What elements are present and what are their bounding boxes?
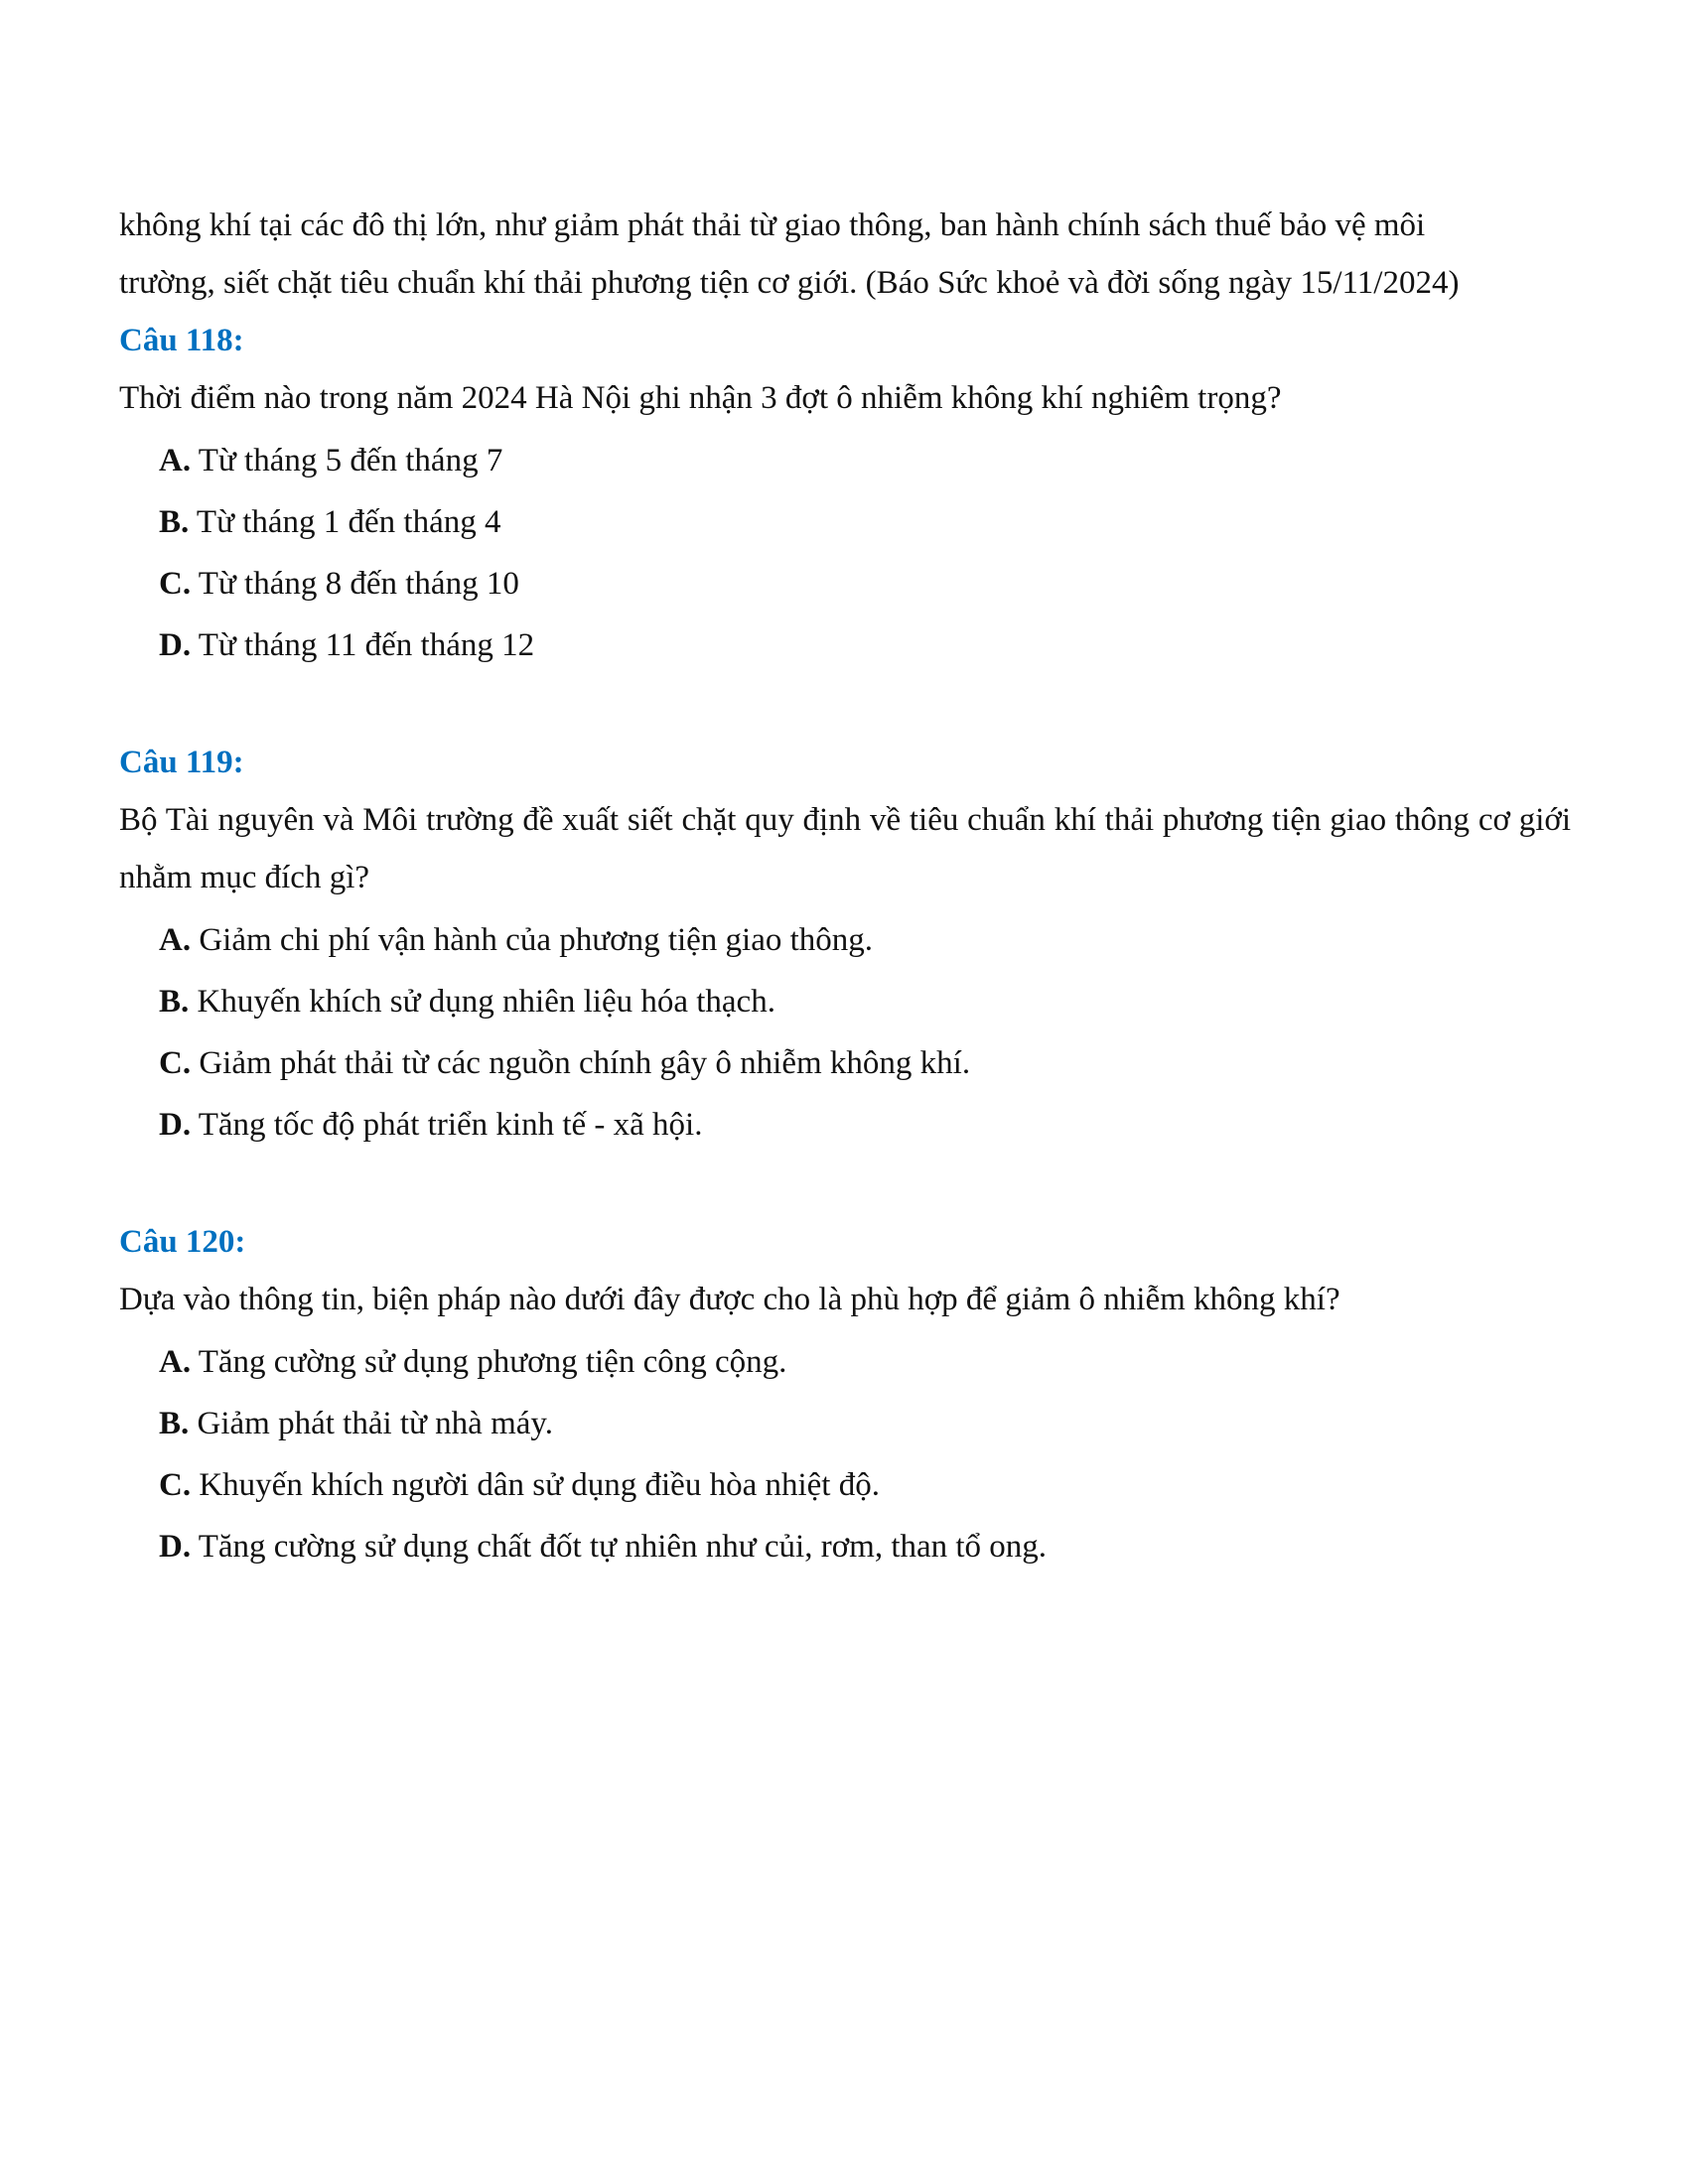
answer-option-c [159, 1032, 1571, 1094]
answer-options [159, 430, 1571, 676]
answer-option-c [159, 553, 1571, 614]
option-letter: C. [159, 566, 192, 602]
option-letter: D. [159, 1529, 192, 1565]
option-text: Tăng tốc độ phát triển kinh tế - xã hội. [191, 1107, 703, 1143]
option-letter: A. [159, 443, 192, 478]
answer-option-b [159, 971, 1571, 1032]
option-letter: A. [159, 1344, 192, 1380]
option-text: Từ tháng 1 đến tháng 4 [189, 504, 501, 540]
question-119 [119, 734, 1571, 1156]
answer-option-c [159, 1454, 1571, 1516]
question-118 [119, 312, 1571, 676]
option-text: Từ tháng 5 đến tháng 7 [191, 443, 503, 478]
answer-option-a [159, 430, 1571, 491]
option-letter: A. [159, 922, 192, 958]
intro-line-2: trường, siết chặt tiêu chuẩn khí thải phương tiện cơ giới. (Báo Sức khoẻ và đời sống ngày 15/11/2024) [119, 265, 1460, 301]
question-title: Câu 118: [119, 323, 244, 358]
option-letter: C. [159, 1045, 192, 1081]
option-text: Tăng cường sử dụng phương tiện công cộng. [191, 1344, 787, 1380]
question-text: Bộ Tài nguyên và Môi trường đề xuất siết chặt quy định về tiêu chuẩn khí thải phương tiện giao thông cơ giới nhằm mục đích gì? [119, 802, 1571, 895]
answer-option-b [159, 1393, 1571, 1454]
option-text: Khuyến khích sử dụng nhiên liệu hóa thạch. [189, 984, 775, 1020]
question-120 [119, 1213, 1571, 1577]
answer-option-d [159, 1094, 1571, 1156]
option-text: Tăng cường sử dụng chất đốt tự nhiên như củi, rơm, than tổ ong. [191, 1529, 1048, 1565]
option-letter: D. [159, 1107, 192, 1143]
answer-option-d [159, 1516, 1571, 1577]
answer-option-a [159, 909, 1571, 971]
question-title: Câu 120: [119, 1224, 246, 1260]
section-spacer [119, 1156, 1571, 1213]
option-letter: D. [159, 627, 192, 663]
answer-option-b [159, 491, 1571, 553]
option-letter: B. [159, 1406, 190, 1441]
question-text: Thời điểm nào trong năm 2024 Hà Nội ghi nhận 3 đợt ô nhiễm không khí nghiêm trọng? [119, 380, 1282, 416]
option-letter: B. [159, 504, 190, 540]
option-text: Giảm phát thải từ các nguồn chính gây ô nhiễm không khí. [191, 1045, 971, 1081]
section-spacer [119, 676, 1571, 734]
option-text: Từ tháng 11 đến tháng 12 [191, 627, 535, 663]
option-text: Giảm chi phí vận hành của phương tiện giao thông. [191, 922, 874, 958]
answer-option-a [159, 1331, 1571, 1393]
question-text: Dựa vào thông tin, biện pháp nào dưới đây được cho là phù hợp để giảm ô nhiễm không khí? [119, 1282, 1340, 1317]
option-text: Từ tháng 8 đến tháng 10 [191, 566, 519, 602]
intro-line-1: không khí tại các đô thị lớn, như giảm phát thải từ giao thông, ban hành chính sách thuế bảo vệ môi [119, 207, 1426, 243]
option-letter: B. [159, 984, 190, 1020]
answer-options [159, 909, 1571, 1156]
option-letter: C. [159, 1467, 192, 1503]
answer-options [159, 1331, 1571, 1577]
option-text: Khuyến khích người dân sử dụng điều hòa nhiệt độ. [191, 1467, 880, 1503]
question-title: Câu 119: [119, 745, 244, 780]
option-text: Giảm phát thải từ nhà máy. [189, 1406, 554, 1441]
answer-option-d [159, 614, 1571, 676]
